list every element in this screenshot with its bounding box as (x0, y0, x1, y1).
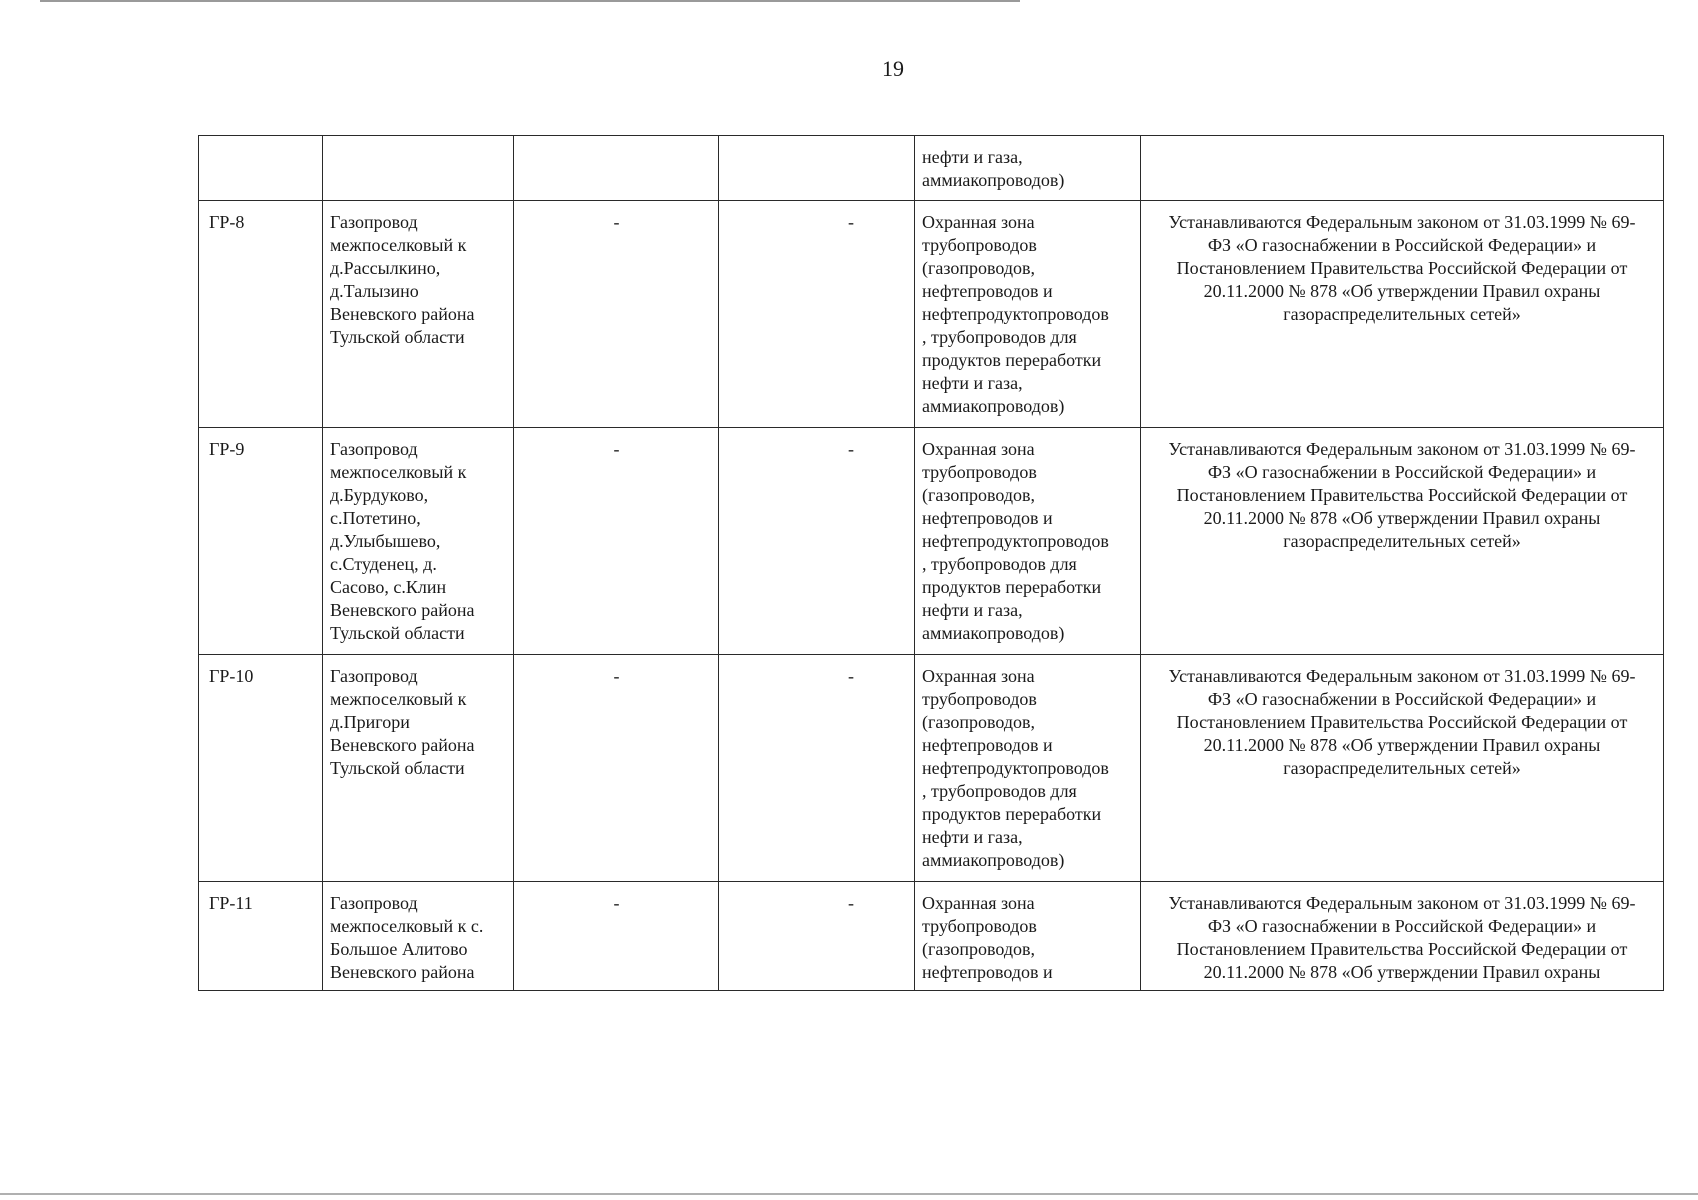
cell-code (199, 136, 323, 201)
cell-value-2: - (719, 655, 915, 882)
cell-name: Газопровод межпоселковый к с. Большое Алитово Веневского района (323, 882, 514, 991)
cell-value-1: - (514, 428, 719, 655)
cell-value-1: - (514, 882, 719, 991)
cell-zone: Охранная зона трубопроводов (газопроводов, нефтепроводов и (915, 882, 1141, 991)
cell-zone: Охранная зона трубопроводов (газопроводов, нефтепроводов и нефтепродуктопроводов , трубопроводов для продуктов переработки нефти и газа, аммиакопроводов) (915, 201, 1141, 428)
table-row (199, 136, 1664, 201)
cell-value-2: - (719, 201, 915, 428)
cell-value-1: - (514, 201, 719, 428)
table-row (199, 882, 1664, 991)
zones-table (198, 135, 1664, 991)
cell-zone: Охранная зона трубопроводов (газопроводов, нефтепроводов и нефтепродуктопроводов , трубопроводов для продуктов переработки нефти и газа, аммиакопроводов) (915, 428, 1141, 655)
cell-zone: нефти и газа, аммиакопроводов) (915, 136, 1141, 201)
cell-code: ГР-10 (199, 655, 323, 882)
cell-name (323, 136, 514, 201)
cell-law: Устанавливаются Федеральным законом от 31.03.1999 № 69- ФЗ «О газоснабжении в Российской Федерации» и Постановлением Правительства Российской Федерации от 20.11.2000 № 878 «Об утверждении Правил охраны газораспределительных сетей» (1141, 428, 1664, 655)
cell-value-1: - (514, 655, 719, 882)
cell-value-1 (514, 136, 719, 201)
cell-name: Газопровод межпоселковый к д.Пригори Веневского района Тульской области (323, 655, 514, 882)
cell-law: Устанавливаются Федеральным законом от 31.03.1999 № 69- ФЗ «О газоснабжении в Российской Федерации» и Постановлением Правительства Российской Федерации от 20.11.2000 № 878 «Об утверждении Правил охраны (1141, 882, 1664, 991)
cell-name: Газопровод межпоселковый к д.Бурдуково, с.Потетино, д.Улыбышево, с.Студенец, д. Сасово, с.Клин Веневского района Тульской области (323, 428, 514, 655)
cell-law: Устанавливаются Федеральным законом от 31.03.1999 № 69- ФЗ «О газоснабжении в Российской Федерации» и Постановлением Правительства Российской Федерации от 20.11.2000 № 878 «Об утверждении Правил охраны газораспределительных сетей» (1141, 655, 1664, 882)
cell-name: Газопровод межпоселковый к д.Рассылкино, д.Талызино Веневского района Тульской области (323, 201, 514, 428)
table-row (199, 201, 1664, 428)
table-row (199, 655, 1664, 882)
cell-law (1141, 136, 1664, 201)
cell-zone: Охранная зона трубопроводов (газопроводов, нефтепроводов и нефтепродуктопроводов , трубопроводов для продуктов переработки нефти и газа, аммиакопроводов) (915, 655, 1141, 882)
cell-value-2 (719, 136, 915, 201)
scan-edge-bottom (0, 1193, 1698, 1195)
cell-value-2: - (719, 882, 915, 991)
cell-value-2: - (719, 428, 915, 655)
cell-code: ГР-8 (199, 201, 323, 428)
cell-law: Устанавливаются Федеральным законом от 31.03.1999 № 69- ФЗ «О газоснабжении в Российской Федерации» и Постановлением Правительства Российской Федерации от 20.11.2000 № 878 «Об утверждении Правил охраны газораспределительных сетей» (1141, 201, 1664, 428)
scan-edge-top (40, 0, 1020, 2)
cell-code: ГР-11 (199, 882, 323, 991)
table-row (199, 428, 1664, 655)
page-number: 19 (882, 56, 904, 81)
cell-code: ГР-9 (199, 428, 323, 655)
